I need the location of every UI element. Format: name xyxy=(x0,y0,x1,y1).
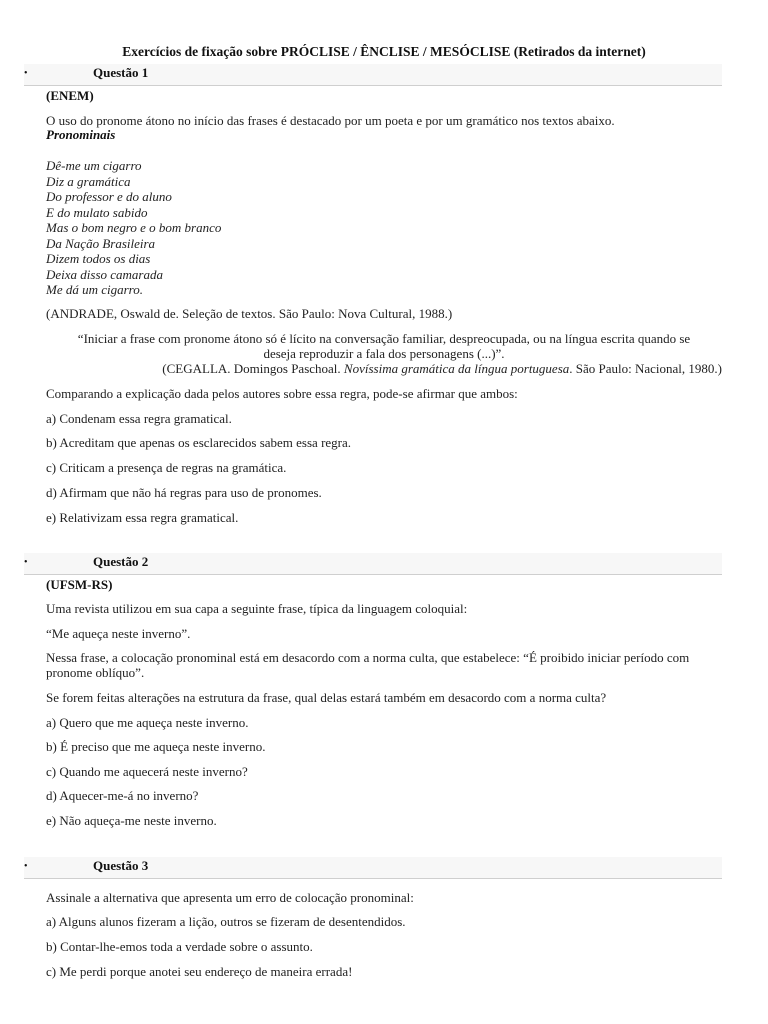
question-2-option-e: e) Não aqueça-me neste inverno. xyxy=(46,813,217,828)
question-2-phrase: “Me aqueça neste inverno”. xyxy=(46,626,191,641)
question-3-header xyxy=(24,857,722,879)
question-2-header xyxy=(24,553,722,575)
question-2-label: Questão 2 xyxy=(93,554,149,569)
poem-title: Pronominais xyxy=(46,127,116,142)
question-1-label: Questão 1 xyxy=(93,65,149,80)
question-3-option-b: b) Contar-lhe-emos toda a verdade sobre o assunto. xyxy=(46,939,313,954)
document-title: Exercícios de fixação sobre PRÓCLISE / ÊNCLISE / MESÓCLISE (Retirados da internet) xyxy=(122,44,646,59)
poem-line: E do mulato sabido xyxy=(46,204,148,220)
question-1-option-d: d) Afirmam que não há regras para uso de pronomes. xyxy=(46,485,322,500)
question-1-source: (ENEM) xyxy=(46,88,94,103)
poem-line: Da Nação Brasileira xyxy=(46,235,156,251)
poem xyxy=(46,158,221,298)
question-2-prompt: Se forem feitas alterações na estrutura da frase, qual delas estará também em desacordo com a norma culta? xyxy=(46,690,607,705)
question-1-option-c: c) Criticam a presença de regras na gramática. xyxy=(46,460,287,475)
reference-publisher: . São Paulo: Nacional, 1980.) xyxy=(569,361,722,376)
question-1-option-e: e) Relativizam essa regra gramatical. xyxy=(46,510,239,525)
poem-line: Deixa disso camarada xyxy=(46,266,163,282)
reference-author: (CEGALLA. Domingos Paschoal. xyxy=(162,361,344,376)
bullet-icon: • xyxy=(24,68,28,79)
question-2-option-b: b) É preciso que me aqueça neste inverno. xyxy=(46,739,266,754)
question-2-source: (UFSM-RS) xyxy=(46,577,113,592)
question-2-intro: Uma revista utilizou em sua capa a seguinte frase, típica da linguagem coloquial: xyxy=(46,601,468,616)
question-3-prompt: Assinale a alternativa que apresenta um erro de colocação pronominal: xyxy=(46,890,414,905)
bullet-icon: • xyxy=(24,861,28,872)
question-3-option-a: a) Alguns alunos fizeram a lição, outros se fizeram de desentendidos. xyxy=(46,914,406,929)
question-2-option-a: a) Quero que me aqueça neste inverno. xyxy=(46,715,249,730)
poem-line: Dê-me um cigarro xyxy=(46,158,142,173)
question-1-option-a: a) Condenam essa regra gramatical. xyxy=(46,411,232,426)
bullet-icon: • xyxy=(24,557,28,568)
grammar-quote xyxy=(46,331,722,361)
question-3-option-c: c) Me perdi porque anotei seu endereço de maneira errada! xyxy=(46,964,353,979)
poem-line: Mas o bom negro e o bom branco xyxy=(46,220,222,235)
question-1-prompt: Comparando a explicação dada pelos autores sobre essa regra, pode-se afirmar que ambos: xyxy=(46,386,518,401)
poem-line: Diz a gramática xyxy=(46,173,131,189)
grammar-quote-line: deseja reproduzir a fala dos personagens (...)”. xyxy=(263,346,505,361)
poem-reference: (ANDRADE, Oswald de. Seleção de textos. São Paulo: Nova Cultural, 1988.) xyxy=(46,306,453,321)
question-2-option-c: c) Quando me aquecerá neste inverno? xyxy=(46,764,248,779)
question-1-intro: O uso do pronome átono no início das frases é destacado por um poeta e por um gramático nos textos abaixo. xyxy=(46,113,615,128)
poem-line: Dizem todos os dias xyxy=(46,251,151,266)
question-1-header xyxy=(24,64,722,86)
question-2-norm: Nessa frase, a colocação pronominal está em desacordo com a norma culta, que estabelece: “É proibido iniciar período com pronome oblíquo”. xyxy=(46,650,690,680)
grammar-quote-reference xyxy=(162,361,722,376)
question-3-label: Questão 3 xyxy=(93,858,149,873)
question-1-option-b: b) Acreditam que apenas os esclarecidos sabem essa regra. xyxy=(46,435,352,450)
poem-line: Do professor e do aluno xyxy=(46,189,172,204)
question-2-option-d: d) Aquecer-me-á no inverno? xyxy=(46,788,199,803)
grammar-quote-line: “Iniciar a frase com pronome átono só é lícito na conversação familiar, despreocupada, ou na língua escrita quando se xyxy=(77,331,691,346)
reference-book-title: Novíssima gramática da língua portuguesa xyxy=(343,361,570,376)
poem-line: Me dá um cigarro. xyxy=(46,282,144,297)
